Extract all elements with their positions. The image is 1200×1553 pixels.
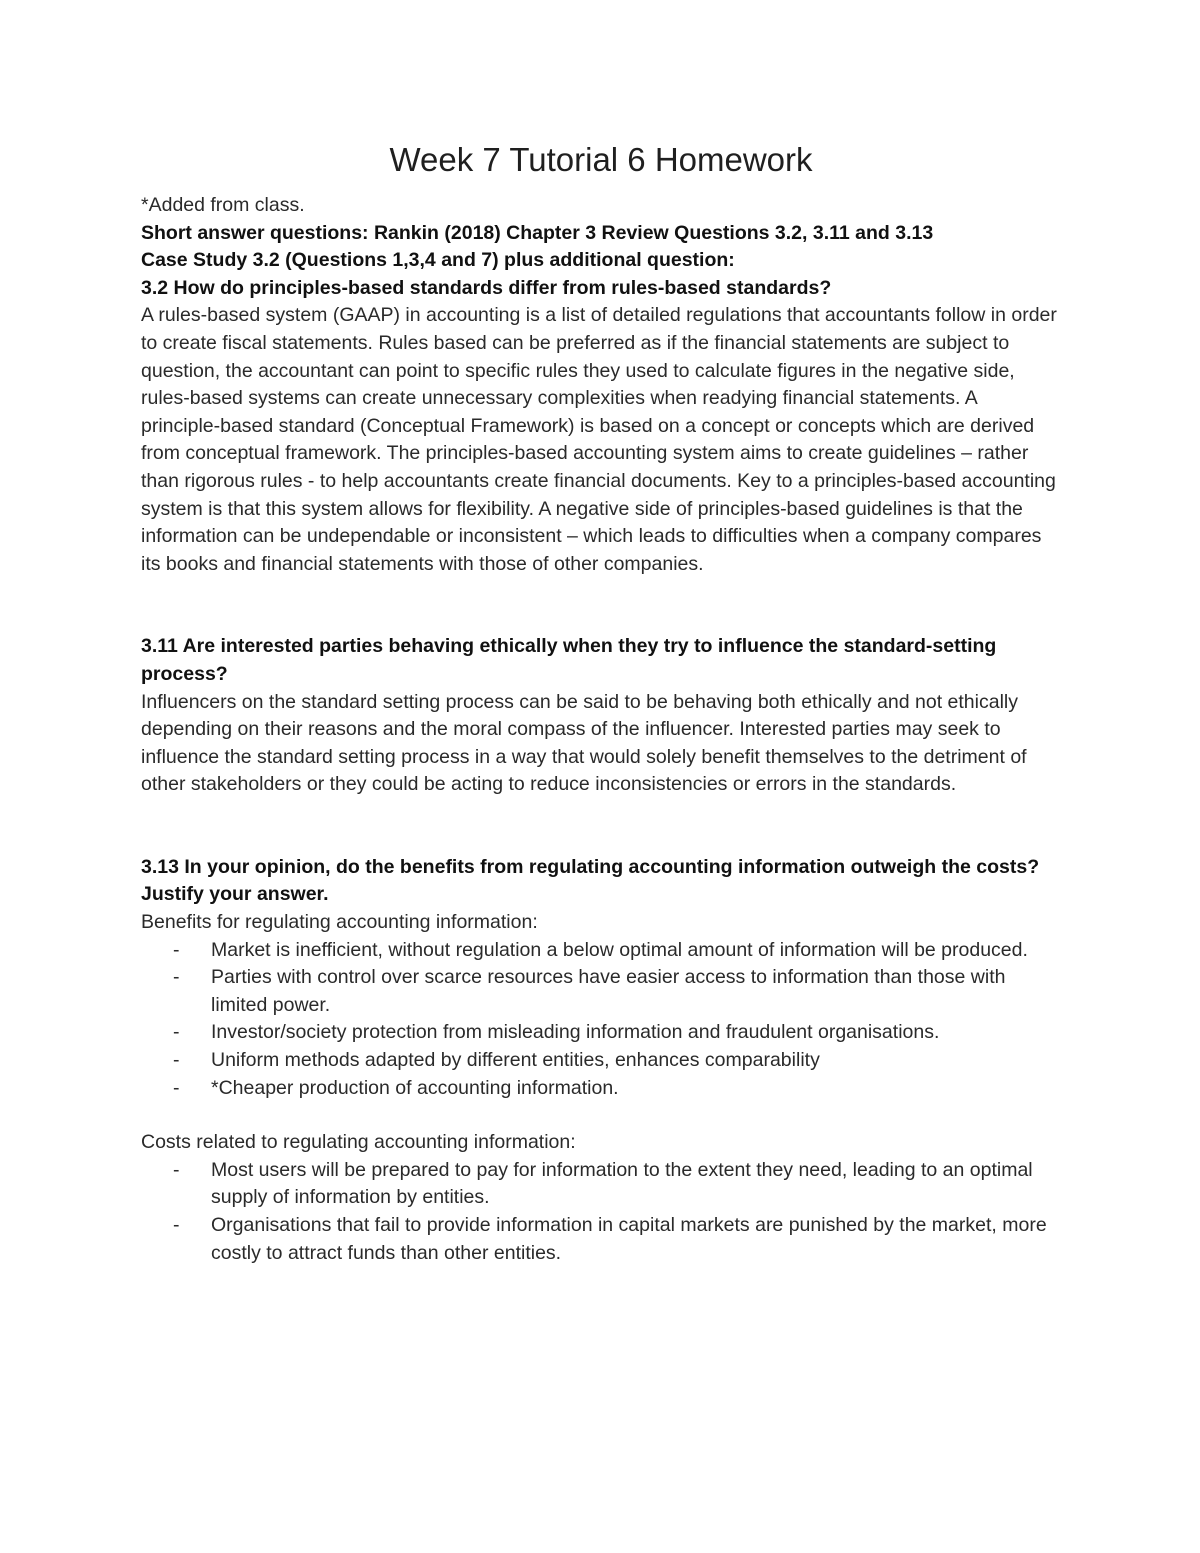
list-item-text: *Cheaper production of accounting information.: [211, 1076, 619, 1099]
costs-label: Costs related to regulating accounting information:: [141, 1131, 576, 1154]
list-item: [141, 1212, 1061, 1267]
bullet-dash: -: [173, 1049, 180, 1072]
bullet-dash: -: [173, 1076, 180, 1099]
question-3-13: [141, 854, 1061, 1267]
benefits-label: Benefits for regulating accounting information:: [141, 911, 538, 934]
list-item-text: Investor/society protection from misleading information and fraudulent organisations.: [211, 1021, 940, 1044]
intro-line-2: Case Study 3.2 (Questions 1,3,4 and 7) plus additional question:: [141, 249, 735, 272]
list-item: [141, 937, 1061, 965]
list-item: [141, 1047, 1061, 1075]
list-item-text: Market is inefficient, without regulation a below optimal amount of information will be produced.: [211, 938, 1028, 961]
bullet-dash: -: [173, 1158, 180, 1181]
list-item-text: Parties with control over scarce resources have easier access to information than those with limited power.: [211, 966, 1006, 1016]
intro-line-1: Short answer questions: Rankin (2018) Chapter 3 Review Questions 3.2, 3.11 and 3.13: [141, 221, 934, 244]
list-item: [141, 964, 1061, 1019]
spacer: [141, 578, 1061, 633]
question-heading: 3.2 How do principles-based standards differ from rules-based standards?: [141, 276, 832, 299]
document-title: Week 7 Tutorial 6 Homework: [389, 141, 813, 178]
answer-text: A rules-based system (GAAP) in accounting is a list of detailed regulations that accountants follow in order to create fiscal statements. Rules based can be preferred as if the financial statements are subject to question, the accountant can point to specific rules they used to calculate figures in the negative side, rules-based systems can create unnecessary complexities when readying financial statements. A principle-based standard (Conceptual Framework) is based on a concept or concepts which are derived from conceptual framework. The principles-based accounting system aims to create guidelines – rather than rigorous rules - to help accountants create financial documents. Key to a principles-based accounting system is that this system allows for flexibility. A negative side of principles-based guidelines is that the information can be undependable or inconsistent – which leads to difficulties when a company compares its books and financial statements with those of other companies.: [141, 304, 1057, 575]
list-item-text: Most users will be prepared to pay for information to the extent they need, leading to an optimal supply of information by entities.: [211, 1158, 1033, 1209]
list-item: [141, 1075, 1061, 1103]
list-item: [141, 1019, 1061, 1047]
list-item-text: Organisations that fail to provide information in capital markets are punished by the market, more costly to attract funds than other entities.: [211, 1214, 1047, 1264]
bullet-dash: -: [173, 1021, 180, 1044]
list-item-text: Uniform methods adapted by different entities, enhances comparability: [211, 1049, 820, 1072]
question-3-2: [141, 275, 1061, 579]
question-heading: 3.11 Are interested parties behaving ethically when they try to influence the standard-setting process?: [141, 635, 997, 685]
question-heading: 3.13 In your opinion, do the benefits from regulating accounting information outweigh the costs? Justify your answer.: [141, 855, 1040, 906]
added-from-class-note: *Added from class.: [141, 194, 305, 216]
bullet-dash: -: [173, 938, 180, 961]
question-3-11: [141, 633, 1061, 799]
bullet-dash: -: [173, 1214, 180, 1236]
spacer: [141, 799, 1061, 854]
answer-text: Influencers on the standard setting process can be said to be behaving both ethically and not ethically depending on their reasons and the moral compass of the influencer. Interested parties may seek to influence the standard setting process in a way that would solely benefit themselves to the detriment of other stakeholders or they could be acting to reduce inconsistencies or errors in the standards.: [141, 690, 1027, 796]
spacer: [141, 1102, 1061, 1129]
document-page: [141, 138, 1061, 1267]
costs-list: [141, 1157, 1061, 1267]
benefits-list: [141, 937, 1061, 1103]
bullet-dash: -: [173, 966, 180, 989]
list-item: [141, 1157, 1061, 1212]
